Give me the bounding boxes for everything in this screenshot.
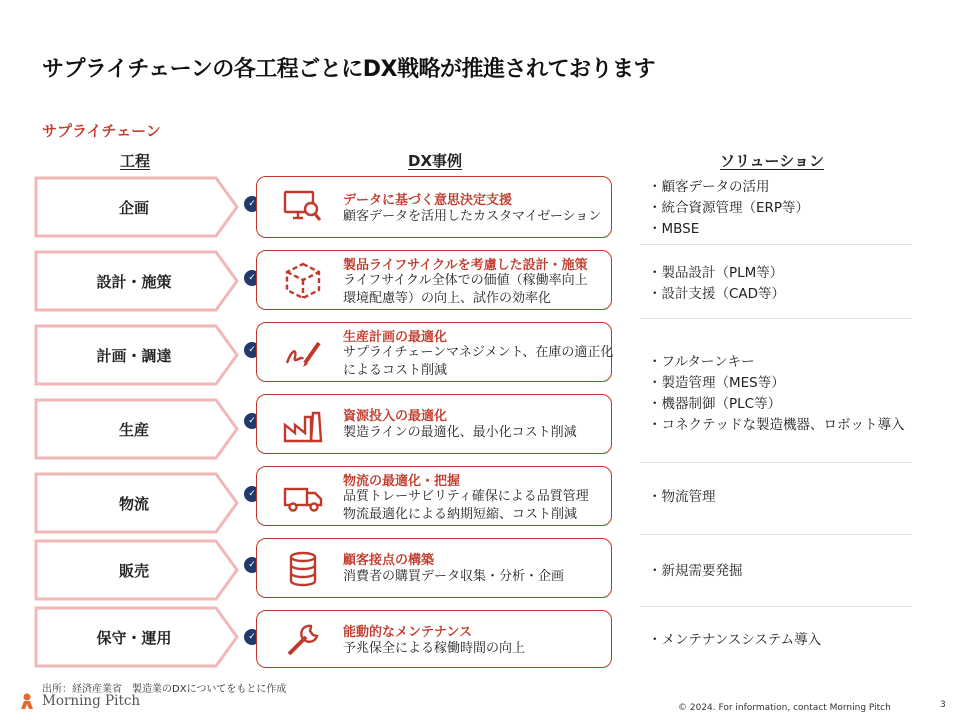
solution-group <box>648 263 785 305</box>
pen-signature-icon-svg <box>281 333 325 373</box>
process-label: 販売 <box>118 561 149 580</box>
check-icon: ✓ <box>244 629 260 645</box>
divider <box>640 462 912 463</box>
database-icon <box>281 549 325 589</box>
cube-dashed-icon <box>281 261 325 301</box>
divider <box>640 244 912 245</box>
dx-case-desc: 消費者の購買データ収集・分析・企画 <box>343 569 565 584</box>
cube-dashed-icon-svg <box>281 261 325 301</box>
check-icon: ✓ <box>244 486 260 502</box>
process-step <box>34 398 240 460</box>
dx-case-title: 能動的なメンテナンス <box>343 625 472 640</box>
dx-case-desc: 製造ラインの最適化、最小化コスト削減 <box>343 425 577 440</box>
dx-case-desc: 予兆保全による稼働時間の向上 <box>343 641 526 656</box>
solution-item: ・設計支援（CAD等） <box>648 286 786 302</box>
solution-item: ・メンテナンスシステム導入 <box>648 632 822 648</box>
logo <box>18 692 140 710</box>
monitor-search-icon-svg <box>281 187 325 227</box>
process-label: 計画・調達 <box>96 346 172 365</box>
column-header-process: 工程 <box>120 152 151 170</box>
check-icon: ✓ <box>244 270 260 286</box>
process-label: 設計・施策 <box>96 272 172 291</box>
solution-item: ・製品設計（PLM等） <box>648 265 784 281</box>
dx-case-title: 製品ライフサイクルを考慮した設計・施策 <box>343 258 588 273</box>
process-step <box>34 324 240 386</box>
divider <box>640 318 912 319</box>
dx-case-card <box>256 394 612 454</box>
column-header-dx: DX事例 <box>408 152 463 170</box>
factory-icon <box>281 407 325 447</box>
column-header-solution: ソリューション <box>720 152 824 170</box>
dx-case-title: 顧客接点の構築 <box>343 553 435 568</box>
solution-item: ・新規需要発掘 <box>648 563 743 579</box>
dx-case-desc: 品質トレーサビリティ確保による品質管理 <box>343 489 589 504</box>
solution-item: ・統合資源管理（ERP等） <box>648 200 810 216</box>
process-step <box>34 250 240 312</box>
wrench-icon <box>281 620 325 660</box>
monitor-search-icon <box>281 187 325 227</box>
check-icon: ✓ <box>244 413 260 429</box>
check-icon: ✓ <box>244 342 260 358</box>
dx-case-title: 資源投入の最適化 <box>343 409 448 424</box>
solution-item: ・顧客データの活用 <box>648 179 770 195</box>
solution-group <box>648 561 743 582</box>
check-icon: ✓ <box>244 557 260 573</box>
truck-icon-svg <box>281 477 325 517</box>
slide-title: サプライチェーンの各工程ごとにDX戦略が推進されております <box>42 57 655 82</box>
process-step <box>34 176 240 238</box>
divider <box>640 606 912 607</box>
solution-item: ・製造管理（MES等） <box>648 375 785 391</box>
solution-item: ・フルターンキー <box>648 354 755 370</box>
logo-mark-icon <box>18 692 36 710</box>
dx-case-desc: 物流最適化による納期短縮、コスト削減 <box>343 507 578 522</box>
dx-case-title: 物流の最適化・把握 <box>343 474 461 489</box>
pen-signature-icon <box>281 333 325 373</box>
source-note: 出所：経済産業省 製造業のDXについてをもとに作成 <box>42 684 287 695</box>
solution-group <box>648 177 809 240</box>
database-icon-svg <box>281 549 325 589</box>
dx-case-desc: によるコスト削減 <box>343 363 448 378</box>
dx-case-card <box>256 176 612 238</box>
solution-group <box>648 630 821 651</box>
section-label: サプライチェーン <box>42 122 161 140</box>
process-step <box>34 606 240 668</box>
solution-item: ・コネクテッドな製造機器、ロボット導入 <box>648 417 905 433</box>
process-step <box>34 472 240 534</box>
copyright: © 2024. For information, contact Morning Pitch <box>678 703 891 713</box>
dx-case-card <box>256 250 612 310</box>
solution-item: ・MBSE <box>648 221 700 237</box>
truck-icon <box>281 477 325 517</box>
dx-case-desc: サプライチェーンマネジメント、在庫の適正化 <box>343 345 614 360</box>
dx-case-card <box>256 610 612 668</box>
wrench-icon-svg <box>281 620 325 660</box>
dx-case-title: 生産計画の最適化 <box>343 330 448 345</box>
dx-case-desc: 顧客データを活用したカスタマイゼーション <box>343 209 602 224</box>
check-icon: ✓ <box>244 196 260 212</box>
dx-case-desc: 環境配慮等）の向上、試作の効率化 <box>343 291 552 306</box>
page-number: 3 <box>940 700 946 710</box>
process-step <box>34 539 240 601</box>
process-label: 物流 <box>118 494 149 513</box>
solution-group <box>648 487 716 508</box>
dx-case-card <box>256 466 612 526</box>
dx-case-title: データに基づく意思決定支援 <box>343 193 513 208</box>
solution-item: ・物流管理 <box>648 489 716 505</box>
dx-case-card <box>256 322 612 382</box>
logo-text: Morning Pitch <box>42 693 141 709</box>
solution-item: ・機器制御（PLC等） <box>648 396 782 412</box>
dx-case-desc: ライフサイクル全体での価値（稼働率向上 <box>343 273 588 288</box>
process-label: 保守・運用 <box>96 628 172 647</box>
process-label: 企画 <box>118 198 149 217</box>
dx-case-card <box>256 538 612 598</box>
process-label: 生産 <box>118 420 149 439</box>
solution-group <box>648 352 905 436</box>
factory-icon-svg <box>281 407 325 447</box>
divider <box>640 534 912 535</box>
